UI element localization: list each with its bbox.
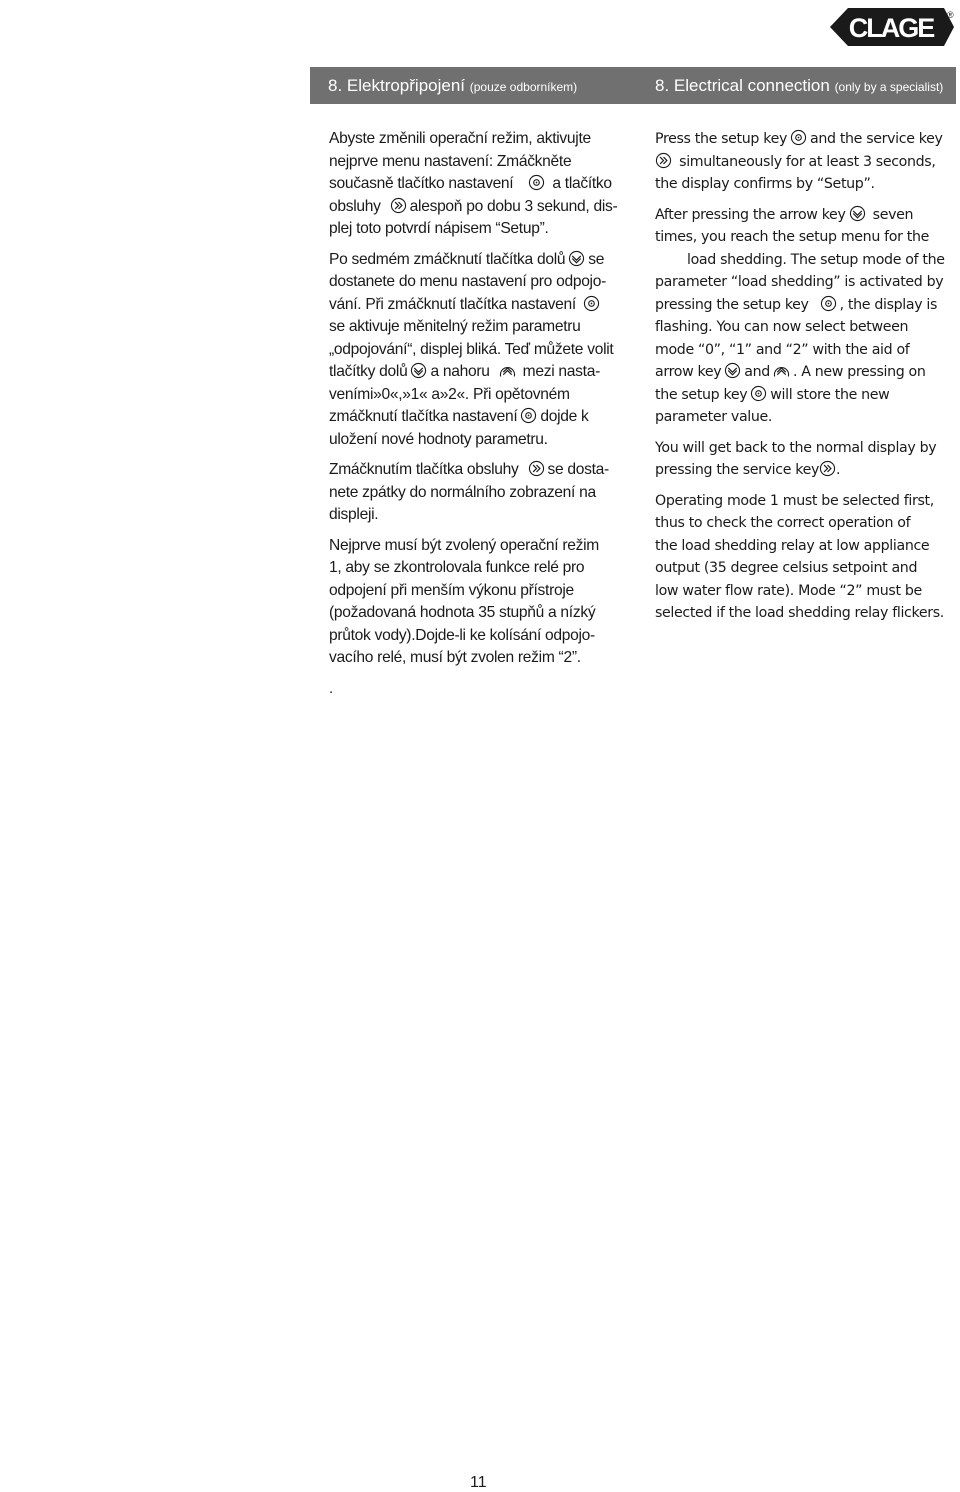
text-line: zmáčknutí tlačítka nastavení dojde k	[329, 408, 589, 425]
text-line: vacího relé, musí být zvolen režim “2”.	[329, 649, 581, 666]
text-line: load shedding. The setup mode of the	[687, 251, 945, 268]
arrow-down-key-icon	[410, 362, 427, 379]
text-line: output (35 degree celsius setpoint and	[655, 560, 918, 576]
text-line: Nejprve musí být zvolený operační režim	[329, 536, 599, 554]
text-line: arrow key and . A new pressing on	[655, 364, 926, 380]
czech-paragraph-2	[329, 249, 629, 452]
arrow-down-key-icon	[849, 205, 866, 222]
text-line: the display confirms by “Setup”.	[655, 176, 875, 192]
setup-key-icon	[583, 295, 600, 312]
text-line: vání. Při zmáčknutí tlačítka nastavení	[329, 294, 629, 317]
text-line: mode “0”, “1” and “2” with the aid of	[655, 341, 910, 358]
text-line: tlačítky dolů a nahoru mezi nasta-	[329, 363, 600, 380]
czech-paragraph-3	[329, 459, 629, 527]
text-line: parameter value.	[655, 409, 773, 425]
header-english-title: 8. Electrical connection	[655, 76, 830, 95]
text-line: low water flow rate). Mode “2” must be	[655, 582, 922, 599]
text-line: Abyste změnili operační režim, aktivujte	[329, 130, 591, 147]
arrow-down-key-icon	[724, 362, 741, 379]
section-header-bar	[310, 67, 956, 104]
setup-key-icon	[790, 129, 807, 146]
header-english	[655, 76, 943, 96]
english-paragraph-3	[655, 437, 960, 482]
arrow-up-key-icon	[499, 362, 516, 379]
text-line: Operating mode 1 must be selected first,	[655, 492, 934, 509]
service-key-icon	[819, 460, 836, 477]
text-line: displeji.	[329, 506, 379, 523]
text-line: selected if the load shedding relay flickers.	[655, 605, 944, 621]
text-line: You will get back to the normal display by	[655, 439, 937, 456]
text-line: simultaneously for at least 3 seconds,	[655, 151, 960, 174]
text-line: parameter “load shedding” is activated by	[655, 274, 944, 290]
text-line: plej toto potvrdí nápisem “Setup”.	[329, 220, 549, 237]
text-line: uložení nové hodnoty parametru.	[329, 430, 548, 448]
english-column	[655, 128, 960, 633]
header-czech	[328, 76, 577, 96]
arrow-up-key-icon	[773, 362, 790, 379]
header-czech-subtitle: (pouze odborníkem)	[469, 80, 578, 94]
text-line: odpojení při menším výkonu přístroje	[329, 581, 574, 599]
page-number: 11	[470, 1474, 487, 1491]
text-line: pressing the setup key , the display is	[655, 296, 938, 313]
arrow-down-key-icon	[568, 250, 585, 267]
english-paragraph-1	[655, 128, 960, 196]
text-line: flashing. You can now select between	[655, 319, 909, 335]
text-line: pressing the service key .	[655, 462, 841, 478]
text-line: nejprve menu nastavení: Zmáčkněte	[329, 152, 572, 170]
text-line: se aktivuje měnitelný režim parametru	[329, 318, 581, 335]
text-line: nete zpátky do normálního zobrazení na	[329, 483, 596, 501]
text-line: průtok vody).Dojde-li ke kolísání odpojo-	[329, 626, 595, 644]
czech-column	[329, 128, 629, 678]
text-line: Zmáčknutím tlačítka obsluhy se dosta-	[329, 461, 609, 478]
registered-mark: ®	[947, 10, 954, 20]
setup-key-icon	[520, 407, 537, 424]
text-line: After pressing the arrow key seven	[655, 206, 914, 223]
clage-logo	[826, 6, 956, 48]
text-line: Po sedmém zmáčknutí tlačítka dolů se	[329, 250, 605, 268]
text-line: dostanete do menu nastavení pro odpojo-	[329, 273, 606, 290]
text-line: obsluhy alespoň po dobu 3 sekund, dis-	[329, 197, 618, 215]
text-line: „odpojování“, displej bliká. Teď můžete volit	[329, 340, 614, 358]
czech-paragraph-4	[329, 535, 629, 670]
header-czech-title: 8. Elektropřipojení	[328, 76, 466, 95]
english-paragraph-4	[655, 490, 960, 625]
logo-text: CLAGE	[848, 13, 934, 43]
setup-key-icon	[750, 385, 767, 402]
service-key-icon	[528, 460, 545, 477]
stray-dot: .	[329, 680, 334, 697]
text-line: the setup key will store the new	[655, 386, 890, 403]
service-key-icon	[390, 197, 407, 214]
text-line: Press the setup key and the service key	[655, 131, 943, 147]
text-line: the load shedding relay at low appliance	[655, 537, 930, 554]
service-key-icon	[655, 152, 672, 169]
text-line: veními»0«,»1« a»2«. Při opětovném	[329, 385, 570, 403]
czech-paragraph-1	[329, 128, 629, 241]
text-line: 1, aby se zkontrolovala funkce relé pro	[329, 559, 585, 576]
english-paragraph-2	[655, 204, 960, 429]
setup-key-icon	[820, 295, 837, 312]
text-line: (požadovaná hodnota 35 stupňů a nízký	[329, 604, 596, 621]
header-english-subtitle: (only by a specialist)	[834, 80, 944, 94]
text-line: times, you reach the setup menu for the	[655, 229, 929, 245]
setup-key-icon	[528, 174, 545, 191]
text-line: thus to check the correct operation of	[655, 515, 911, 531]
text-line: současně tlačítko nastavení a tlačítko	[329, 175, 612, 192]
